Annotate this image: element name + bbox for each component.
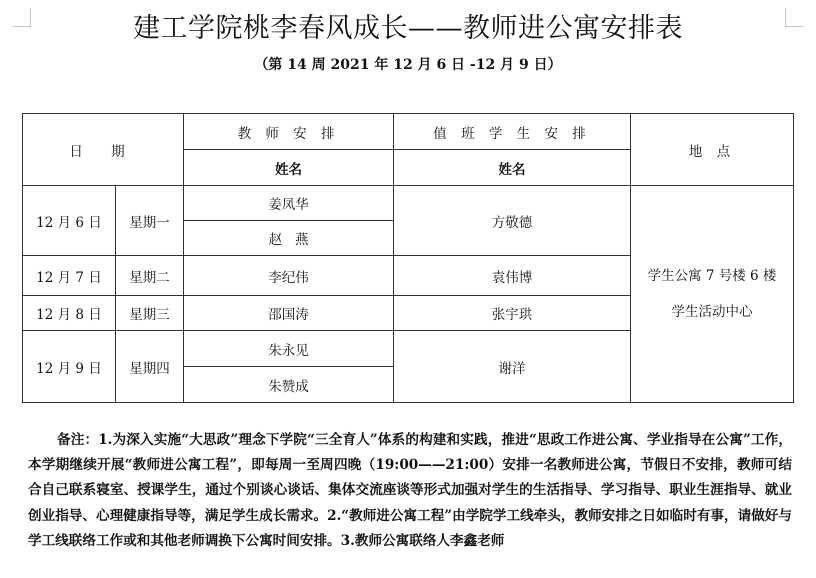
location-cell	[631, 186, 794, 403]
teacher-name: 李纪伟	[184, 256, 394, 296]
student-name: 袁伟博	[394, 256, 631, 296]
page-title: 建工学院桃李春风成长——教师进公寓安排表	[133, 13, 683, 44]
header-location: 地 点	[631, 114, 794, 186]
remarks-note: 备注：1.为深入实施“大思政”理念下学院“三全育人”体系的构建和实践，推进“思政工作进公寓、学业指导在公寓”工作，本学期继续开展“教师进公寓工程”，即每周一至周四晚（19:00——21:00）安排一名教师进公寓，节假日不安排，教师可结合自己联系寝室、授课学生，通过个别谈心谈话、集体交流座谈等形式加强对学生的生活指导、学习指导、职业生涯指导、就业创业指导、心理健康指导等，满足学生成长需求。2.“教师进公寓工程”由学院学工线牵头，教师安排之日如临时有事，请做好与学工线联络工作或和其他老师调换下公寓时间安排。3.教师公寓联络人李鑫老师	[28, 432, 792, 549]
teacher-name: 姜凤华	[184, 186, 394, 221]
location-line-2: 学生活动中心	[671, 304, 753, 320]
student-name: 方敬德	[394, 186, 631, 256]
student-name: 谢洋	[394, 331, 631, 403]
row-weekday: 星期一	[116, 186, 184, 256]
row-date: 12 月 8 日	[23, 296, 116, 331]
teacher-name: 朱永见	[184, 331, 394, 367]
header-teacher: 教 师 安 排	[184, 114, 394, 150]
table-header-row	[23, 114, 794, 150]
subheader-student-name: 姓名	[394, 150, 631, 186]
teacher-name: 邵国涛	[184, 296, 394, 331]
table-row	[23, 186, 794, 221]
row-date: 12 月 7 日	[23, 256, 116, 296]
student-name: 张宇珙	[394, 296, 631, 331]
teacher-name: 朱赞成	[184, 367, 394, 403]
row-weekday: 星期四	[116, 331, 184, 403]
teacher-name: 赵 燕	[184, 221, 394, 256]
page-subtitle: （第 14 周 2021 年 12 月 6 日 -12 月 9 日）	[254, 57, 562, 73]
header-date: 日 期	[23, 114, 184, 186]
row-weekday: 星期三	[116, 296, 184, 331]
row-date: 12 月 6 日	[23, 186, 116, 256]
location-line-1: 学生公寓 7 号楼 6 楼	[647, 268, 777, 284]
header-student: 值 班 学 生 安 排	[394, 114, 631, 150]
schedule-table	[22, 113, 794, 403]
row-weekday: 星期二	[116, 256, 184, 296]
subheader-teacher-name: 姓名	[184, 150, 394, 186]
row-date: 12 月 9 日	[23, 331, 116, 403]
